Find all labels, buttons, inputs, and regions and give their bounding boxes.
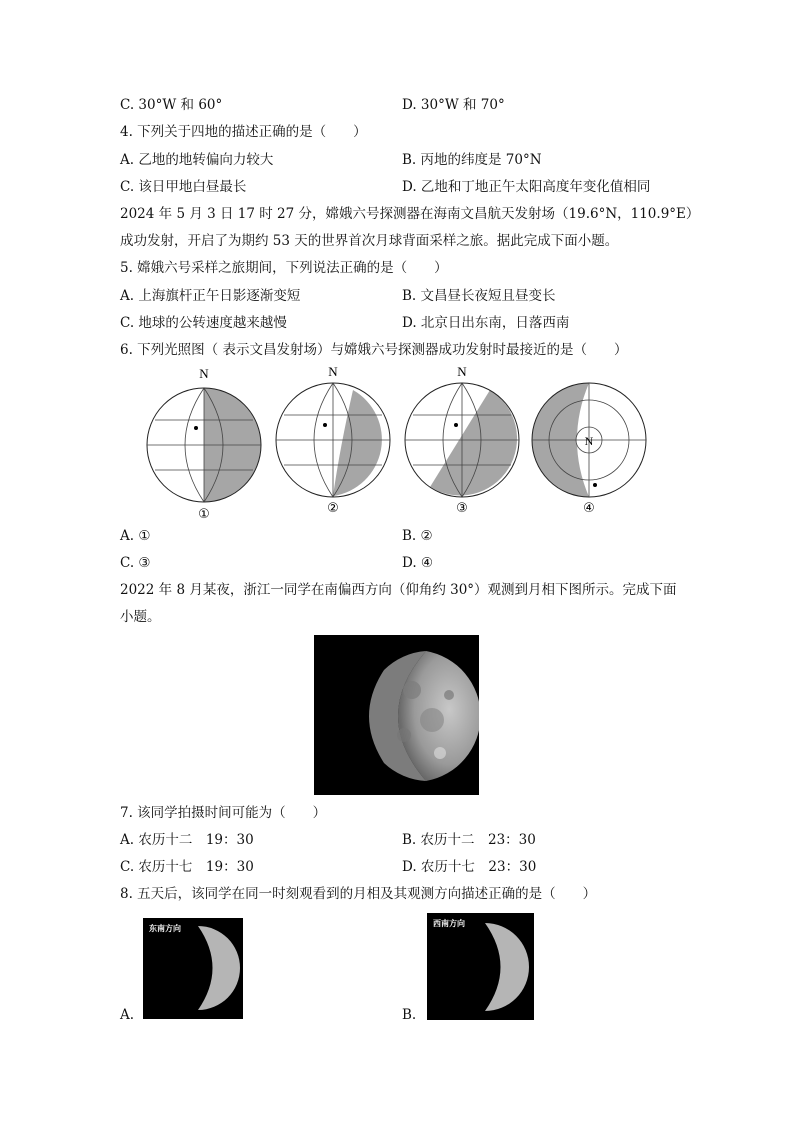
q4-option-d: D. 乙地和丁地正午太阳高度年变化值相同 bbox=[402, 179, 651, 195]
globe-number-4: ④ bbox=[583, 501, 595, 516]
q5-stem: 5. 嫦娥六号采样之旅期间，下列说法正确的是（ ） bbox=[120, 260, 448, 276]
illumination-diagrams bbox=[140, 362, 660, 520]
q5-option-c: C. 地球的公转速度越来越慢 bbox=[120, 315, 287, 331]
q4-option-b: B. 丙地的纬度是 70°N bbox=[402, 152, 542, 168]
q5-option-d: D. 北京日出东南，日落西南 bbox=[402, 315, 570, 331]
launch-site-dot-1 bbox=[194, 426, 198, 430]
q3-option-d: D. 30°W 和 70° bbox=[402, 97, 505, 113]
north-label-2: N bbox=[328, 364, 338, 379]
q8-stem: 8. 五天后，该同学在同一时刻观看到的月相及其观测方向描述正确的是（ ） bbox=[120, 886, 597, 902]
q4-option-c: C. 该日甲地白昼最长 bbox=[120, 179, 247, 195]
globe-diagram-1 bbox=[147, 366, 261, 520]
q3-option-c: C. 30°W 和 60° bbox=[120, 97, 223, 113]
q8-option-a-direction-label: 东南方向 bbox=[149, 924, 181, 933]
launch-site-dot-4 bbox=[593, 483, 597, 487]
q7-option-c: C. 农历十七 19：30 bbox=[120, 859, 254, 875]
q6-option-a: A. ① bbox=[120, 528, 151, 544]
launch-site-dot-3 bbox=[454, 423, 458, 427]
globe-diagram-2 bbox=[276, 364, 390, 516]
q6-option-b: B. ② bbox=[402, 528, 433, 544]
q8-option-a-letter: A. bbox=[120, 1007, 135, 1023]
globe-diagram-4 bbox=[532, 383, 646, 516]
q8-option-b-moon-image bbox=[427, 913, 534, 1020]
globe-number-2: ② bbox=[327, 501, 339, 516]
q8-option-a-moon-image bbox=[143, 918, 243, 1019]
north-label-4: N bbox=[584, 434, 594, 448]
launch-site-dot-2 bbox=[323, 423, 327, 427]
north-label-3: N bbox=[457, 364, 467, 379]
q7-option-b: B. 农历十二 23：30 bbox=[402, 832, 536, 848]
globe-number-3: ③ bbox=[456, 501, 468, 516]
q6-option-d: D. ④ bbox=[402, 555, 434, 571]
night-side-2 bbox=[333, 390, 382, 496]
q7-stem: 7. 该同学拍摄时间可能为（ ） bbox=[120, 805, 327, 821]
passage1-line1: 2024 年 5 月 3 日 17 时 27 分，嫦娥六号探测器在海南文昌航天发射场（19.6°N，110.9°E） bbox=[120, 206, 700, 222]
moon-photo bbox=[314, 635, 479, 795]
q7-option-a: A. 农历十二 19：30 bbox=[120, 832, 254, 848]
q8-option-b-letter: B. bbox=[402, 1007, 417, 1023]
q5-option-b: B. 文昌昼长夜短且昼变长 bbox=[402, 288, 556, 304]
q6-option-c: C. ③ bbox=[120, 555, 151, 571]
q8-option-b-direction-label: 西南方向 bbox=[433, 919, 465, 928]
q4-stem: 4. 下列关于四地的描述正确的是（ ） bbox=[120, 124, 367, 140]
q7-option-d: D. 农历十七 23：30 bbox=[402, 859, 537, 875]
passage1-line2: 成功发射，开启了为期约 53 天的世界首次月球背面采样之旅。据此完成下面小题。 bbox=[120, 233, 619, 249]
north-label-1: N bbox=[199, 366, 209, 381]
q4-option-a: A. 乙地的地转偏向力较大 bbox=[120, 152, 274, 168]
passage2-line1: 2022 年 8 月某夜，浙江一同学在南偏西方向（仰角约 30°）观测到月相下图所示。完成下面 bbox=[120, 582, 677, 598]
globe-diagram-3 bbox=[405, 364, 519, 516]
passage2-line2: 小题。 bbox=[120, 609, 161, 625]
q5-option-a: A. 上海旗杆正午日影逐渐变短 bbox=[120, 288, 301, 304]
q6-stem: 6. 下列光照图（ 表示文昌发射场）与嫦娥六号探测器成功发射时最接近的是（ ） bbox=[120, 342, 628, 358]
globe-number-1: ① bbox=[198, 507, 210, 520]
